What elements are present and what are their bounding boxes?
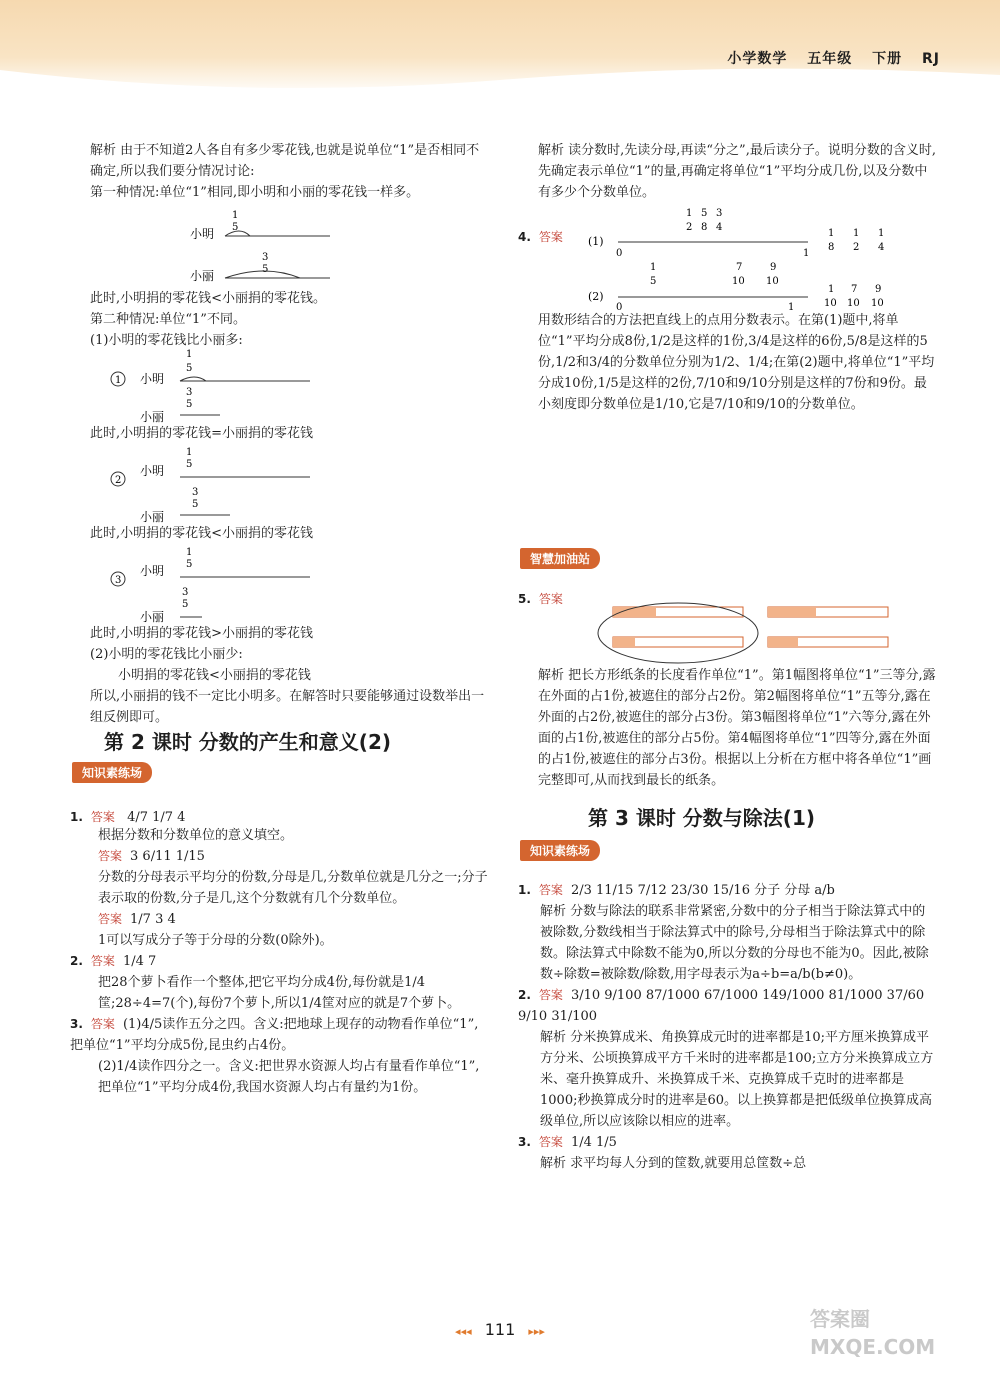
q1b-explain: 分数的分母表示平均分的份数,分母是几,分数单位就是几分之一;分子表示取的份数,分子是几,这个分数就有几个分数单位。 (98, 870, 488, 906)
svg-text:9: 9 (875, 284, 882, 295)
left-intro-2: 第一种情况:单位“1”相同,即小明和小丽的零花钱一样多。 (90, 185, 420, 200)
svg-text:小丽: 小丽 (140, 610, 165, 624)
l3q1-answer: 2/3 11/15 7/12 23/30 15/16 分子 分母 a/b (570, 883, 835, 898)
svg-text:5: 5 (186, 399, 193, 410)
edition-label: RJ (922, 51, 940, 67)
l3q2-explain: 解析 分米换算成米、角换算成元时的进率都是10;平方厘米换算成平方分米、公顷换算成平方千米时的进率都是100;立方分米换算成立方米、毫升换算成升、米换算成千米、克换算成千克时的进率都是1000;秒换算成分时的进率是60。以上换算都是把低级单位换算成高级单位,所以应该除以相应的进率。 (540, 1030, 934, 1129)
svg-text:1: 1 (878, 228, 885, 239)
svg-text:9: 9 (770, 262, 777, 273)
svg-text:小明: 小明 (140, 564, 165, 578)
svg-text:2: 2 (115, 475, 122, 486)
q1a-explain: 根据分数和分数单位的意义填空。 (98, 828, 294, 843)
lesson2-banner: 知识素练场 (72, 762, 152, 783)
q1c-answer: 1/7 3 4 (130, 912, 176, 927)
page-number: ◂◂◂ 111 ▸▸▸ (455, 1320, 545, 1339)
result-2: 此时,小明捐的零花钱<小丽捐的零花钱 (90, 526, 314, 541)
q5-explain: 解析 把长方形纸条的长度看作单位“1”。第1幅图将单位“1”三等分,露在外面的占1份,被遮住的部分占2份。第2幅图将单位“1”五等分,露在外面的占2份,被遮住的部分占3份。第3幅图将单位“1”六等分,露在外面的占1份,被遮住的部分占5份。第4幅图将单位“1”四等分,露在外面的占1份,被遮住的部分占3份。根据以上分析在方框中将各单位“1”画完整即可,从而找到最长的纸条。 (538, 668, 936, 788)
header-meta (713, 48, 940, 68)
svg-text:小丽: 小丽 (140, 510, 165, 524)
case2-title: 第二种情况:单位“1”不同。 (90, 312, 246, 327)
term-label: 下册 (872, 51, 903, 67)
diagram-case2-2 (110, 445, 330, 525)
svg-text:5: 5 (650, 276, 657, 287)
svg-text:1: 1 (828, 284, 835, 295)
svg-text:5: 5 (192, 499, 199, 510)
svg-text:(2): (2) (588, 290, 604, 303)
svg-text:7: 7 (736, 262, 743, 273)
svg-text:4: 4 (878, 242, 885, 253)
svg-text:3: 3 (115, 575, 122, 586)
svg-text:3: 3 (182, 587, 189, 598)
svg-text:5: 5 (701, 208, 708, 219)
prev-arrows-icon: ◂◂◂ (455, 1325, 472, 1338)
right-intro: 解析 读分数时,先读分母,再读“分之”,最后读分子。说明分数的含义时,先确定表示单位“1”的量,再确定将单位“1”平均分成几份,以及分数中有多少个分数单位。 (538, 143, 936, 200)
svg-text:小丽: 小丽 (190, 269, 215, 283)
case2-sub2: (2)小明的零花钱比小丽少: (90, 647, 243, 662)
q2-answer: 1/4 7 (122, 954, 157, 969)
svg-text:0: 0 (616, 248, 623, 259)
left-column (70, 140, 490, 1095)
svg-text:1: 1 (803, 248, 810, 259)
svg-text:5: 5 (186, 559, 193, 570)
diagram-case1 (190, 208, 390, 288)
svg-text:1: 1 (686, 208, 693, 219)
svg-text:1: 1 (828, 228, 835, 239)
svg-text:10: 10 (847, 298, 860, 309)
result-4: 小明捐的零花钱<小丽捐的零花钱 (118, 668, 311, 683)
svg-text:4: 4 (716, 222, 723, 233)
l3q1-explain: 解析 分数与除法的联系非常紧密,分数中的分子相当于除法算式中的被除数,分数线相当于除法算式中的除号,分母相当于除法算式中的除数。除法算式中除数不能为0,所以分数的分母也不能为0。因此,被除数÷除数=被除数/除数,用字母表示为a÷b=a/b(b≠0)。 (540, 904, 929, 982)
q3-answer-a: (1)4/5读作五分之四。含义:把地球上现存的动物看作单位“1”,把单位“1”平均分成5份,昆虫约占4份。 (70, 1017, 479, 1053)
svg-text:1: 1 (853, 228, 860, 239)
svg-text:10: 10 (871, 298, 884, 309)
svg-text:10: 10 (732, 276, 745, 287)
svg-text:小明: 小明 (190, 227, 215, 241)
svg-text:8: 8 (828, 242, 835, 253)
svg-text:5: 5 (262, 264, 269, 275)
q5-label: 5. 答案 (518, 592, 563, 606)
q1a-answer: 4/7 1/7 4 (127, 810, 186, 825)
case1-result: 此时,小明捐的零花钱<小丽捐的零花钱。 (90, 291, 327, 306)
svg-text:8: 8 (701, 222, 708, 233)
svg-text:1: 1 (186, 547, 193, 558)
svg-text:5: 5 (182, 599, 189, 610)
q1c-explain: 1可以写成分子等于分母的分数(0除外)。 (98, 933, 333, 948)
svg-text:1: 1 (115, 375, 122, 386)
grade-label: 五年级 (807, 51, 853, 67)
svg-text:5: 5 (232, 222, 239, 233)
svg-text:小明: 小明 (140, 372, 165, 386)
svg-text:3: 3 (192, 487, 199, 498)
page-header (0, 0, 1000, 95)
svg-text:小明: 小明 (140, 464, 165, 478)
result-1: 此时,小明捐的零花钱=小丽捐的零花钱 (90, 426, 314, 441)
left-intro-1: 解析 由于不知道2人各自有多少零花钱,也就是说单位“1”是否相同不确定,所以我们要分情况讨论: (90, 143, 480, 179)
l3q3-explain: 解析 求平均每人分到的筐数,就要用总筐数÷总 (540, 1156, 807, 1171)
right-column (518, 140, 938, 1171)
svg-text:1: 1 (186, 349, 193, 360)
svg-text:5: 5 (186, 363, 193, 374)
l3q2-answer: 3/10 9/100 87/1000 67/1000 149/1000 81/1000 37/60 9/10 31/100 (518, 988, 925, 1024)
svg-text:2: 2 (686, 222, 693, 233)
result-3: 此时,小明捐的零花钱>小丽捐的零花钱 (90, 626, 314, 641)
q3-answer-b: (2)1/4读作四分之一。含义:把世界水资源人均占有量看作单位“1”,把单位“1”平均分成4份,我国水资源人均占有量约为1份。 (98, 1059, 480, 1095)
svg-text:小丽: 小丽 (140, 410, 165, 424)
q5-banner: 智慧加油站 (520, 548, 600, 569)
q2-explain: 把28个萝卜看作一个整体,把它平均分成4份,每份就是1/4筐;28÷4=7(个),每份7个萝卜,所以1/4筐对应的就是7个萝卜。 (98, 975, 461, 1011)
q1b-answer: 3 6/11 1/15 (130, 849, 205, 864)
svg-text:5: 5 (186, 459, 193, 470)
q4-label: 答案 (538, 230, 563, 244)
q4-number-lines (588, 200, 928, 310)
q4-block: 4. 答案 (518, 230, 563, 244)
svg-text:3: 3 (262, 252, 269, 263)
svg-text:3: 3 (186, 387, 193, 398)
svg-text:10: 10 (824, 298, 837, 309)
subject-label: 小学数学 (727, 51, 788, 67)
case2-sub1: (1)小明的零花钱比小丽多: (90, 333, 243, 348)
left-conclusion: 所以,小丽捐的钱不一定比小明多。在解答时只要能够通过设数举出一组反例即可。 (90, 689, 485, 725)
diagram-case2-1 (110, 345, 330, 425)
watermark: 答案圈 MXQE.COM (810, 1307, 936, 1359)
svg-text:(1): (1) (588, 235, 604, 248)
q1-block: 1. 答案 4/7 1/7 4 根据分数和分数单位的意义填空。 答案 3 6/11 1/15 分数的分母表示平均分的份数,分母是几,分数单位就是几分之一;分子表示取的份数,分子是几,这个分数就有几个分数单位。 答案 1/7 3 4 1可以写成分子等于分母的分数(0除外)。 2. 答案 1/4 7 把28个萝卜看作一个整体,把它平均分成4份,每份就是1/4筐;28÷4=7(个),每份7个萝卜,所以1/4筐对应的就是7个萝卜。 3. 答案 (1)4/5读作五分之四。含义:把地球上现存的动物看作单位“1”,把单位“1”平均分成5份,昆虫约占4份。 (2)1/4读作四分之一。含义:把世界水资源人均占有量看作单位“1”,把单位“1”平均分成4份,我国水资源人均占有量约为1份。 (70, 808, 490, 1098)
svg-text:1: 1 (788, 302, 795, 310)
svg-text:7: 7 (851, 284, 858, 295)
lesson3-title: 第 3 课时 分数与除法(1) (588, 806, 816, 830)
lesson2-title: 第 2 课时 分数的产生和意义(2) (104, 730, 392, 754)
svg-text:1: 1 (232, 210, 239, 221)
q5-strips (593, 585, 913, 665)
svg-text:1: 1 (186, 447, 193, 458)
next-arrows-icon: ▸▸▸ (528, 1325, 545, 1338)
lesson3-q-block: 1. 答案 2/3 11/15 7/12 23/30 15/16 分子 分母 a/b 解析 分数与除法的联系非常紧密,分数中的分子相当于除法算式中的被除数,分数线相当于除法算式中的除号,分母相当于除法算式中的除数。除法算式中除数不能为0,所以分数的分母也不能为0。因此,被除数÷除数=被除数/除数,用字母表示为a÷b=a/b(b≠0)。 2. 答案 3/10 9/100 87/1000 67/1000 149/1000 81/1000 37/60 9/10 31/100 解析 分米换算成米、角换算成元时的进率都是10;平方厘米换算成平方分米、公顷换算成平方千米时的进率都是100;立方分米换算成立方米、毫升换算成升、米换算成千米、克换算成千克时的进率都是1000;秒换算成分时的进率是60。以上换算都是把低级单位换算成高级单位,所以应该除以相应的进率。 3. 答案 1/4 1/5 解析 求平均每人分到的筐数,就要用总筐数÷总 (518, 880, 938, 1174)
svg-text:2: 2 (853, 242, 860, 253)
svg-text:1: 1 (650, 262, 657, 273)
svg-text:0: 0 (616, 302, 623, 310)
diagram-case2-3 (110, 545, 330, 625)
svg-text:3: 3 (716, 208, 723, 219)
lesson3-banner: 知识素练场 (520, 840, 600, 861)
q4-explain: 用数形结合的方法把直线上的点用分数表示。在第(1)题中,将单位“1”平均分成8份,1/2是这样的1份,3/4是这样的6份,5/8是这样的5份,1/2和3/4的分数单位分别为1/2、1/4;在第(2)题中,将单位“1”平均分成10份,1/5是这样的2份,7/10和9/10分别是这样的7份和9份。最小刻度即分数单位是1/10,它是7/10和9/10的分数单位。 (538, 313, 935, 412)
svg-text:10: 10 (766, 276, 779, 287)
l3q3-answer: 1/4 1/5 (570, 1135, 617, 1150)
